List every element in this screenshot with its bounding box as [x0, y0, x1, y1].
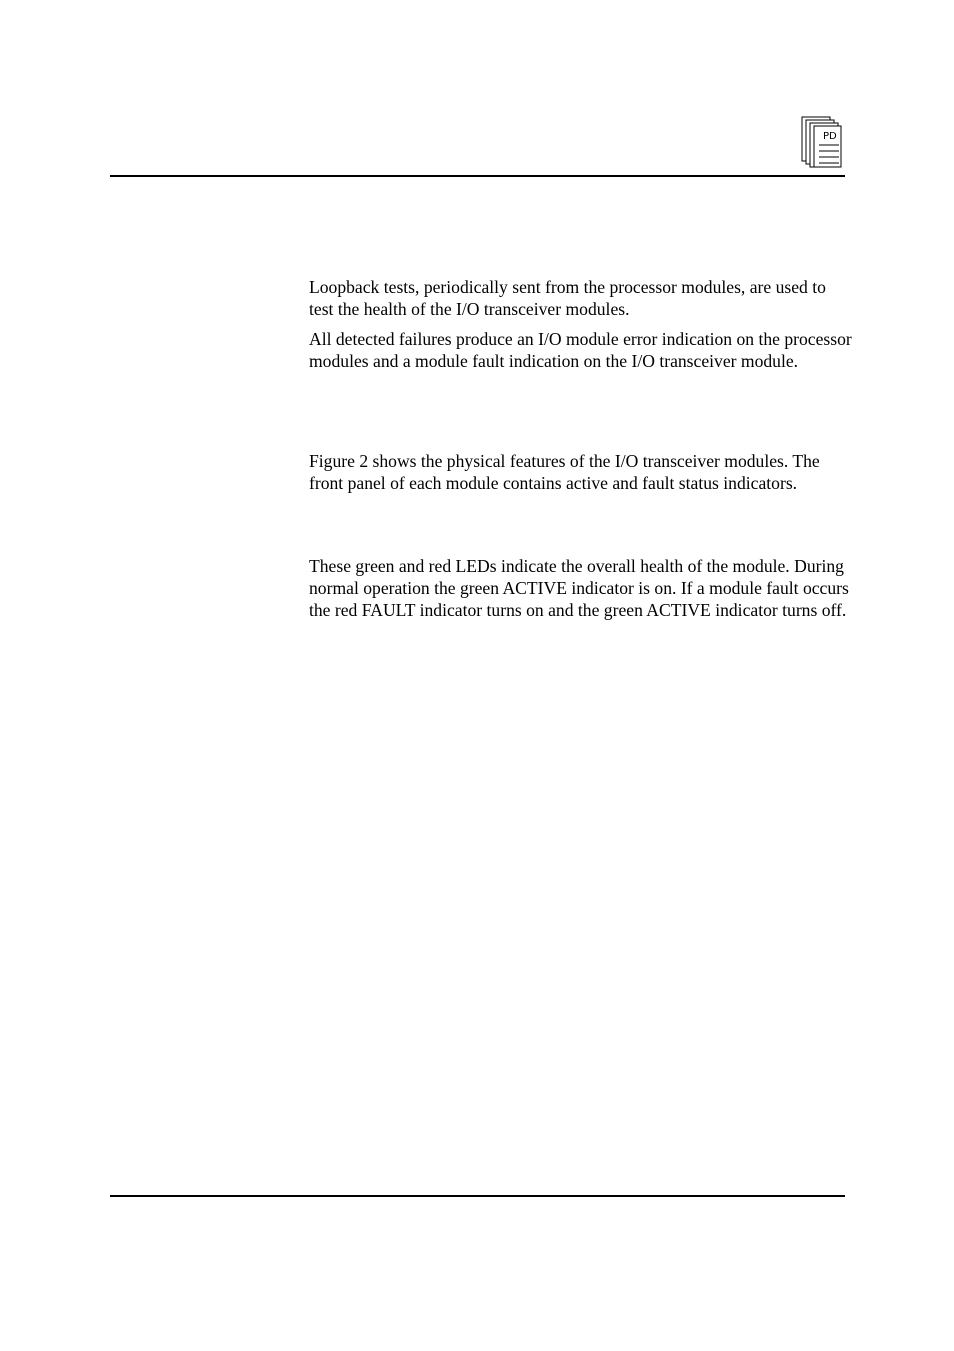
header-rule [110, 175, 845, 177]
paragraph-detected-failures: All detected failures produce an I/O module error indication on the processor modules and a module fault indication on the I/O transceiver module. [309, 329, 852, 371]
pd-icon-label: PD [823, 131, 837, 142]
paragraph-status-leds: These green and red LEDs indicate the overall health of the module. During normal operation the green ACTIVE indicator is on. If a module fault occurs the red FAULT indicator turns on and the green ACTIVE indicator turns off. [309, 556, 849, 620]
pd-document-icon [801, 116, 843, 168]
footer-rule [110, 1195, 845, 1197]
paragraph-loopback-tests: Loopback tests, periodically sent from the processor modules, are used to test the health of the I/O transceiver modules. [309, 277, 826, 319]
paragraph-physical-features: Figure 2 shows the physical features of the I/O transceiver modules. The front panel of each module contains active and fault status indicators. [309, 451, 820, 493]
